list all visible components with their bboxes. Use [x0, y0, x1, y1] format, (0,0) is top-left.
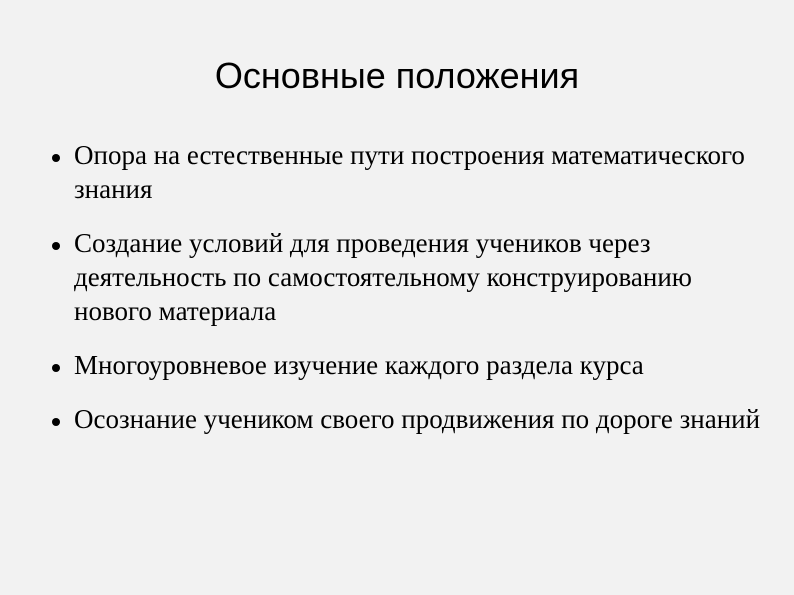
- bullet-item-2: [52, 226, 772, 328]
- bullet-item-3: [52, 348, 772, 382]
- bullet-dot-icon: [52, 242, 60, 250]
- bullet-item-4: [52, 402, 772, 436]
- bullet-text-2: Создание условий для проведения учеников через деятельность по самостоятельному конструированию нового материала: [74, 228, 692, 326]
- bullet-text-4: Осознание учеником своего продвижения по дороге знаний: [74, 404, 761, 434]
- bullet-dot-icon: [52, 418, 60, 426]
- bullet-text-1: Опора на естественные пути построения математического знания: [74, 140, 745, 204]
- bullet-list: [52, 138, 772, 456]
- bullet-dot-icon: [52, 364, 60, 372]
- bullet-dot-icon: [52, 154, 60, 162]
- slide-title: Основные положения: [214, 55, 580, 96]
- bullet-item-1: [52, 138, 772, 206]
- bullet-text-3: Многоуровневое изучение каждого раздела курса: [74, 350, 644, 380]
